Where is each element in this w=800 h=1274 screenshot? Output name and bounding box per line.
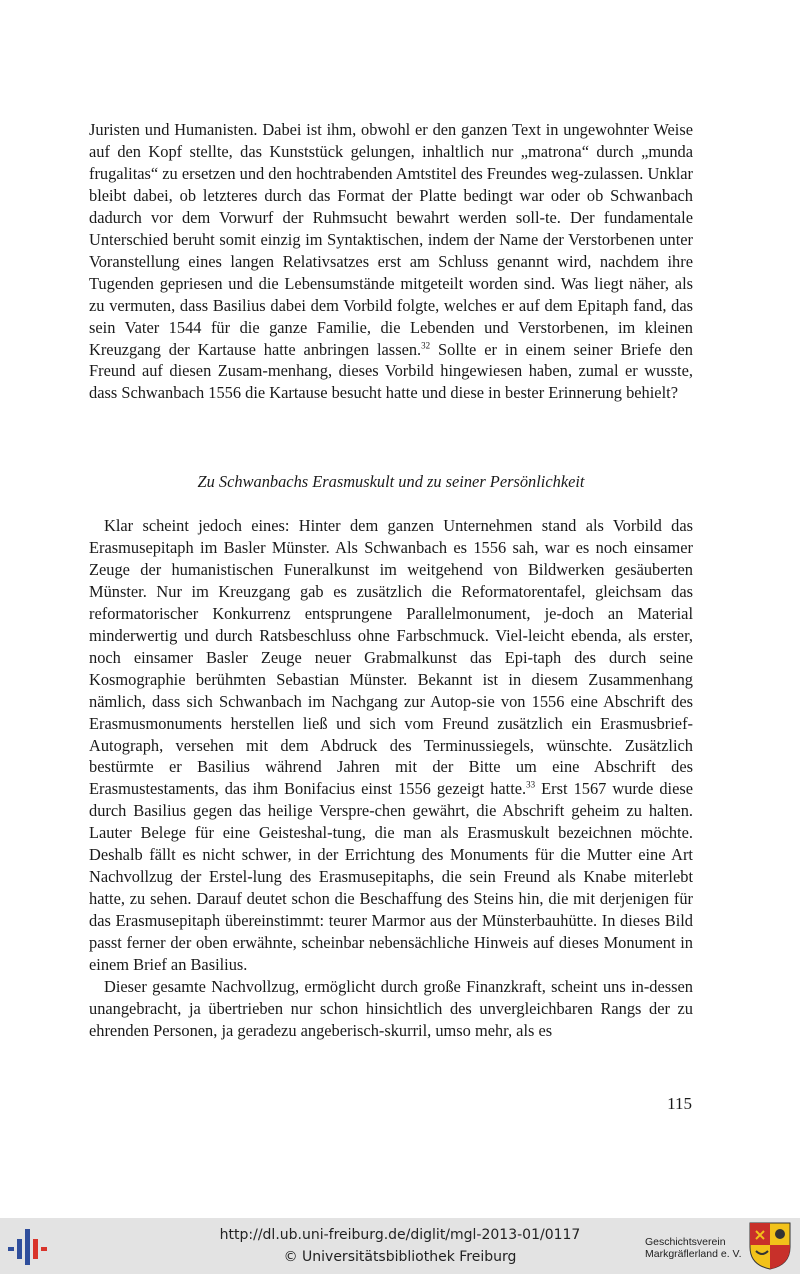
paragraph-1-text-a: Juristen und Humanisten. Dabei ist ihm, obwohl er den ganzen Text in ungewohnter Weise auf den Kopf stellte, das Kunststück gelungen, inhaltlich nur „matrona“ durch „munda frugalitas“ zu ersetzen und den hochtrabenden Amtstitel des Freundes weg-zulassen. Unklar bleibt dabei, ob letzteres durch das Format der Platte bedingt war oder ob Schwanbach dadurch vor dem Vorwurf der Ruhmsucht bewahrt werden soll-te. Der fundamentale Unterschied beruht somit einzig im Syntaktischen, indem der Name der Verstorbenen unter Voranstellung eines langen Relativsatzes erst am Schluss genannt wird, nachdem ihre Tugenden gepriesen und die Lebensumstände mitgeteilt worden sind. Was liegt näher, als zu vermuten, dass Basilius dabei dem Vorbild folgte, welches er auf dem Epitaph fand, das sein Vater 1544 für die ganze Familie, die Lebenden und Verstorbenen, im kleinen Kreuzgang der Kartause hatte anbringen lassen. [89,120,693,359]
coat-of-arms-icon[interactable] [748,1221,792,1271]
society-name [645,1236,750,1260]
section-heading: Zu Schwanbachs Erasmuskult und zu seiner Persönlichkeit [197,472,585,491]
paragraph-2 [89,515,693,1042]
society-line-1: Geschichtsverein [645,1236,726,1248]
paragraph-1-text-b: Sollte er in einem seiner Briefe den Freund auf diesen Zusam-menhang, dieses Vorbild hingewiesen haben, zumal er wusste, dass Schwanbach 1556 die Kartause besucht hatte und diese in bester Erinnerung behielt? [89,339,693,403]
page-number: 115 [667,1094,692,1113]
footer-bar [0,1218,800,1274]
paragraph-2-text-b: Erst 1567 wurde diese durch Basilius gegen das heilige Verspre-chen gewährt, die Abschrift geheim zu halten. Lauter Belege für eine Geisteshal-tung, die man als Erasmuskult bezeichnen möchte. Deshalb fällt es nicht schwer, in der Errichtung des Monuments für die Mutter eine Art Nachvollzug der Erstel-lung des Erasmusepitaphs, die sein Freund als Knabe miterlebt hatte, zu sehen. Darauf deutet schon die Beschaffung des Steins hin, die mit derjenigen für das Erasmusepitaph übereinstimmt: teurer Marmor aus der Münsterbauhütte. In dieses Bild passt ferner der oben erwähnte, scheinbar nebensächliche Hinweis auf dieses Monument in einem Brief an Basilius. [89,779,693,975]
footnote-marker-32: 32 [421,340,431,351]
copyright-notice: © Universitätsbibliothek Freiburg [283,1249,517,1265]
paragraph-1 [89,119,693,404]
paragraph-2-text-a: Klar scheint jedoch eines: Hinter dem ganzen Unternehmen stand als Vorbild das Erasmusepitaph im Basler Münster. Als Schwanbach es 1556 sah, war es noch einsamer Zeuge der humanistischen Funeralkunst im weitgehend von Bildwerken gesäuberten Münster. Nur im Kreuzgang gab es zusätzlich die Reformatorentafel, gleichsam das reformatorischer Konkurrenz entsprungene Parallelmonument, je-doch an Material minderwertig und durch Ratsbeschluss ohne Farbschmuck. Viel-leicht ebenda, als erster, noch einsamer Basler Zeuge neuer Grabmalkunst das Epi-taph des durch seine Kosmographie berühmten Sebastian Münster. Bekannt ist in diesem Zusammenhang nämlich, dass sich Schwanbach im Nachgang zur Autop-sie von 1556 eine Abschrift des Erasmusmonuments herstellen ließ und sich vom Freund zusätzlich ein Erasmusbrief-Autograph, versehen mit dem Abdruck des Terminussiegels, wünschte. Zusätzlich bestürmte er Basilius während Jahren mit der Bitte um eine Abschrift des Erasmustestaments, das ihm Bonifacius einst 1556 gezeigt hatte. [89,516,693,799]
permalink-url[interactable]: http://dl.ub.uni-freiburg.de/diglit/mgl-2013-01/0117 [219,1227,581,1243]
society-line-2: Markgräflerland e. V. [645,1248,742,1260]
footnote-marker-33: 33 [526,779,536,790]
ub-freiburg-logo-icon[interactable] [8,1225,52,1267]
paragraph-3: Dieser gesamte Nachvollzug, ermöglicht durch große Finanzkraft, scheint uns in-dessen unangebracht, ja übertrieben nur schon hinsichtlich des unvergleichbaren Rangs der zu ehrenden Personen, ja geradezu angeberisch-skurril, umso mehr, als es [89,977,693,1040]
